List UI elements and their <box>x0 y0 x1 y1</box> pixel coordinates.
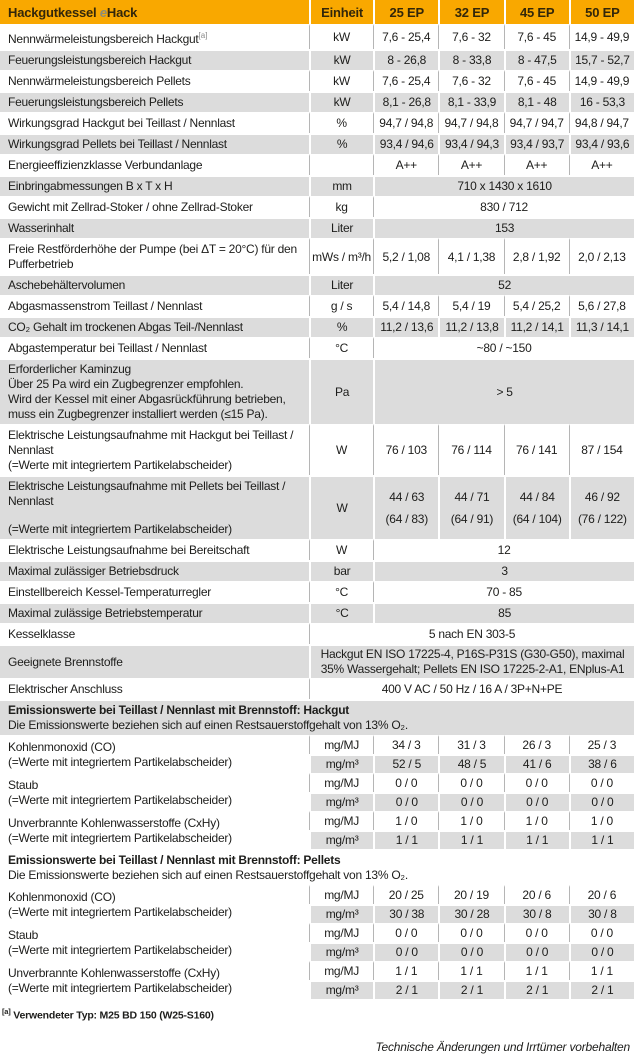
value-line: (64 / 104) <box>512 511 562 526</box>
row-label-line1: Kohlenmonoxid (CO) <box>8 740 116 754</box>
row-label <box>0 217 309 238</box>
emission-row <box>0 811 634 830</box>
row-label <box>0 196 309 217</box>
value-cell: 2,8 / 1,92 <box>504 238 569 274</box>
row-label <box>0 49 309 70</box>
value-cell: 0 / 0 <box>373 942 438 961</box>
row-label-text: Nennwärmeleistungsbereich Pellets <box>8 74 191 88</box>
value-cell: 1 / 1 <box>504 830 569 849</box>
value-cell: 4,1 / 1,38 <box>438 238 503 274</box>
value-cell: 1 / 1 <box>373 961 438 980</box>
row-label <box>0 295 309 316</box>
unit-cell: kW <box>309 91 373 112</box>
value-cell: A++ <box>504 154 569 175</box>
row-label-text: Geeignete Brennstoffe <box>8 654 123 669</box>
spec-row <box>0 581 634 602</box>
row-label <box>0 154 309 175</box>
row-label <box>0 602 309 623</box>
value-cell: 11,2 / 13,6 <box>373 316 438 337</box>
value-cell: 76 / 141 <box>504 424 569 475</box>
unit-cell: W <box>309 424 373 475</box>
row-label-text: Maximal zulässiger Betriebsdruck <box>8 564 179 578</box>
value-cell: 8 - 26,8 <box>373 49 438 70</box>
value-cell: 0 / 0 <box>373 773 438 792</box>
row-label-line2: (=Werte mit integriertem Partikelabscheider) <box>8 522 232 536</box>
row-label-text: Elektrische Leistungsaufnahme mit Pellets bei Teillast / Nennlast <box>8 479 286 508</box>
value-cell: 11,2 / 14,1 <box>504 316 569 337</box>
emissions-section-cell <box>0 699 634 735</box>
unit-cell: mg/MJ <box>309 961 373 980</box>
value-cell: 0 / 0 <box>569 923 634 942</box>
unit-cell: °C <box>309 337 373 358</box>
value-cell: 7,6 - 25,4 <box>373 24 438 49</box>
value-cell: 93,4 / 94,6 <box>373 133 438 154</box>
spec-row <box>0 175 634 196</box>
value-cell: 7,6 - 25,4 <box>373 70 438 91</box>
table-body <box>0 24 634 999</box>
spec-row <box>0 678 634 699</box>
spec-row <box>0 337 634 358</box>
value-cell: 5,4 / 14,8 <box>373 295 438 316</box>
row-label-line: Erforderlicher Kaminzug <box>8 362 131 376</box>
value-cell: 1 / 1 <box>438 961 503 980</box>
title-accent-e: e <box>99 4 107 20</box>
unit-cell <box>309 154 373 175</box>
value-cell: 30 / 8 <box>504 904 569 923</box>
spec-row <box>0 295 634 316</box>
footnote-marker-ref: [a] <box>198 31 208 40</box>
value-cell: 15,7 - 52,7 <box>569 49 634 70</box>
merged-value-cell: 5 nach EN 303-5 <box>309 623 634 644</box>
value-cell: 14,9 - 49,9 <box>569 70 634 91</box>
value-cell: A++ <box>438 154 503 175</box>
row-label <box>0 175 309 196</box>
spec-row <box>0 24 634 49</box>
emission-row <box>0 773 634 792</box>
unit-cell: °C <box>309 581 373 602</box>
unit-cell: mg/MJ <box>309 735 373 754</box>
value-cell: A++ <box>373 154 438 175</box>
row-label-line: Über 25 Pa wird ein Zugbegrenzer empfohlen. <box>8 377 244 391</box>
value-cell <box>438 475 503 539</box>
row-label <box>0 91 309 112</box>
row-label-text: Aschebehältervolumen <box>8 278 126 292</box>
value-line: 44 / 84 <box>519 489 555 504</box>
spec-row <box>0 475 634 539</box>
unit-cell: mg/m³ <box>309 904 373 923</box>
row-label <box>0 337 309 358</box>
value-cell: 0 / 0 <box>373 792 438 811</box>
table-header-row <box>0 0 634 24</box>
spec-row <box>0 238 634 274</box>
value-line: (64 / 91) <box>450 511 494 526</box>
unit-cell: Liter <box>309 274 373 295</box>
section-title: Emissionswerte bei Teillast / Nennlast mit Brennstoff: Hackgut <box>8 703 350 717</box>
column-header-45ep: 45 EP <box>504 0 569 24</box>
unit-cell: bar <box>309 560 373 581</box>
value-cell: 8 - 47,5 <box>504 49 569 70</box>
row-label <box>0 274 309 295</box>
value-cell: 20 / 6 <box>504 885 569 904</box>
value-cell: 76 / 103 <box>373 424 438 475</box>
value-cell: 94,8 / 94,7 <box>569 112 634 133</box>
spec-row <box>0 623 634 644</box>
merged-value-cell: 85 <box>373 602 634 623</box>
unit-cell: Liter <box>309 217 373 238</box>
value-cell: 1 / 1 <box>373 830 438 849</box>
spec-row <box>0 196 634 217</box>
row-label-text: Feuerungsleistungsbereich Hackgut <box>8 53 192 67</box>
value-cell: 0 / 0 <box>438 942 503 961</box>
merged-value-cell: > 5 <box>373 358 634 424</box>
value-cell: 11,2 / 13,8 <box>438 316 503 337</box>
title-main: Hackgutkessel <box>8 4 97 20</box>
value-line: 46 / 92 <box>584 489 620 504</box>
section-subtitle: Die Emissionswerte beziehen sich auf einen Restsauerstoffgehalt von 13% O₂. <box>8 868 408 882</box>
value-cell: 20 / 6 <box>569 885 634 904</box>
title-accent-hack: Hack <box>106 4 138 20</box>
unit-cell: mm <box>309 175 373 196</box>
value-cell: 0 / 0 <box>504 923 569 942</box>
value-cell: 30 / 28 <box>438 904 503 923</box>
row-label <box>0 735 309 773</box>
unit-cell: % <box>309 112 373 133</box>
value-cell: 0 / 0 <box>438 792 503 811</box>
row-label <box>0 316 309 337</box>
value-cell: 5,4 / 19 <box>438 295 503 316</box>
unit-cell: % <box>309 133 373 154</box>
unit-cell: mg/MJ <box>309 811 373 830</box>
row-label-line1: Unverbrannte Kohlenwasserstoffe (CxHy) <box>8 816 220 830</box>
value-cell: 20 / 19 <box>438 885 503 904</box>
emission-row <box>0 735 634 754</box>
emissions-section-row <box>0 849 634 885</box>
merged-value-cell: ~80 / ~150 <box>373 337 634 358</box>
value-cell: 0 / 0 <box>569 942 634 961</box>
row-label-text: Kesselklasse <box>8 627 76 641</box>
row-label <box>0 678 309 699</box>
value-cell: 0 / 0 <box>504 942 569 961</box>
value-cell: 30 / 38 <box>373 904 438 923</box>
row-label-line2: (=Werte mit integriertem Partikelabscheider) <box>8 981 232 995</box>
value-cell: 1 / 1 <box>438 830 503 849</box>
value-cell: 94,7 / 94,8 <box>373 112 438 133</box>
row-label-text: Gewicht mit Zellrad-Stoker / ohne Zellrad-Stoker <box>8 200 253 214</box>
row-label <box>0 644 309 678</box>
column-header-25ep: 25 EP <box>373 0 438 24</box>
value-cell: 1 / 0 <box>569 811 634 830</box>
value-cell: 7,6 - 32 <box>438 24 503 49</box>
value-cell: 11,3 / 14,1 <box>569 316 634 337</box>
unit-cell: kg <box>309 196 373 217</box>
unit-cell: mg/m³ <box>309 942 373 961</box>
row-label-line2: (=Werte mit integriertem Partikelabscheider) <box>8 831 232 845</box>
merged-value-cell: 3 <box>373 560 634 581</box>
value-line: (76 / 122) <box>577 511 627 526</box>
spec-row <box>0 358 634 424</box>
row-label-text: Elektrische Leistungsaufnahme mit Hackgut bei Teillast / Nennlast <box>8 428 294 457</box>
spec-row <box>0 112 634 133</box>
row-label <box>0 475 309 539</box>
disclaimer-note: Technische Änderungen und Irrtümer vorbehalten <box>375 1039 630 1054</box>
row-label <box>0 238 309 274</box>
value-cell: 2,0 / 2,13 <box>569 238 634 274</box>
row-label <box>0 923 309 961</box>
spec-row <box>0 602 634 623</box>
value-line: (64 / 83) <box>385 511 428 526</box>
value-cell: 2 / 1 <box>569 980 634 999</box>
value-cell: 93,4 / 93,6 <box>569 133 634 154</box>
emissions-section-cell <box>0 849 634 885</box>
value-cell: 1 / 1 <box>569 961 634 980</box>
value-cell: A++ <box>569 154 634 175</box>
value-cell: 20 / 25 <box>373 885 438 904</box>
value-cell: 38 / 6 <box>569 754 634 773</box>
row-label <box>0 112 309 133</box>
row-label <box>0 885 309 923</box>
value-cell: 34 / 3 <box>373 735 438 754</box>
merged-value-cell: 830 / 712 <box>373 196 634 217</box>
unit-cell: kW <box>309 24 373 49</box>
unit-cell: % <box>309 316 373 337</box>
row-label-text: Wirkungsgrad Hackgut bei Teillast / Nennlast <box>8 116 235 130</box>
row-label-text: Abgastemperatur bei Teillast / Nennlast <box>8 341 207 355</box>
value-cell: 5,6 / 27,8 <box>569 295 634 316</box>
row-label-text: Abgasmassenstrom Teillast / Nennlast <box>8 299 203 313</box>
unit-cell: mg/m³ <box>309 754 373 773</box>
spec-row <box>0 644 634 678</box>
unit-cell: kW <box>309 49 373 70</box>
row-label <box>0 773 309 811</box>
value-cell: 7,6 - 45 <box>504 24 569 49</box>
value-cell: 30 / 8 <box>569 904 634 923</box>
row-label-line: Wird der Kessel mit einer Abgasrückführung betrieben, muss ein Zugbegrenzer installiert werden (≤15 Pa). <box>8 392 286 421</box>
row-label <box>0 811 309 849</box>
spec-row <box>0 217 634 238</box>
emission-row <box>0 885 634 904</box>
value-cell: 0 / 0 <box>569 792 634 811</box>
value-cell: 0 / 0 <box>373 923 438 942</box>
value-cell: 16 - 53,3 <box>569 91 634 112</box>
row-label <box>0 24 309 49</box>
unit-cell: kW <box>309 70 373 91</box>
value-cell: 48 / 5 <box>438 754 503 773</box>
value-cell: 7,6 - 45 <box>504 70 569 91</box>
row-label-text: Wasserinhalt <box>8 221 74 235</box>
unit-cell: W <box>309 475 373 539</box>
value-line: 44 / 71 <box>454 489 490 504</box>
spec-row <box>0 274 634 295</box>
row-label-line1: Staub <box>8 778 39 792</box>
page-title <box>0 0 309 24</box>
column-header-einheit: Einheit <box>309 0 373 24</box>
row-label-text: Einbringabmessungen B x T x H <box>8 179 173 193</box>
footnote <box>2 1007 634 1022</box>
value-cell: 93,4 / 93,7 <box>504 133 569 154</box>
unit-cell: °C <box>309 602 373 623</box>
row-label-text: Einstellbereich Kessel-Temperaturregler <box>8 585 212 599</box>
merged-value-cell: 400 V AC / 50 Hz / 16 A / 3P+N+PE <box>309 678 634 699</box>
unit-cell: mg/m³ <box>309 980 373 999</box>
merged-value-cell: 12 <box>373 539 634 560</box>
section-subtitle: Die Emissionswerte beziehen sich auf einen Restsauerstoffgehalt von 13% O₂. <box>8 718 408 732</box>
value-cell: 7,6 - 32 <box>438 70 503 91</box>
value-cell: 87 / 154 <box>569 424 634 475</box>
value-cell: 8 - 33,8 <box>438 49 503 70</box>
value-cell <box>504 475 569 539</box>
value-cell: 31 / 3 <box>438 735 503 754</box>
value-cell: 14,9 - 49,9 <box>569 24 634 49</box>
value-cell: 8,1 - 26,8 <box>373 91 438 112</box>
row-label-text: CO₂ Gehalt im trockenen Abgas Teil-/Nennlast <box>8 320 243 334</box>
column-header-32ep: 32 EP <box>438 0 503 24</box>
value-cell: 76 / 114 <box>438 424 503 475</box>
merged-value-cell: 52 <box>373 274 634 295</box>
row-label <box>0 133 309 154</box>
row-label-line2: (=Werte mit integriertem Partikelabscheider) <box>8 793 232 807</box>
spec-row <box>0 133 634 154</box>
value-cell: 0 / 0 <box>569 773 634 792</box>
footnote-text: Verwendeter Typ: M25 BD 150 (W25-S160) <box>13 1009 214 1022</box>
row-label-text: Maximal zulässige Betriebstemperatur <box>8 606 203 620</box>
value-cell: 41 / 6 <box>504 754 569 773</box>
row-label-line1: Kohlenmonoxid (CO) <box>8 890 116 904</box>
value-cell <box>569 475 634 539</box>
row-label-text: Freie Restförderhöhe der Pumpe (bei ΔT = 20°C) für den Pufferbetrieb <box>8 242 297 271</box>
row-label-line1: Unverbrannte Kohlenwasserstoffe (CxHy) <box>8 966 220 980</box>
value-cell: 1 / 0 <box>504 811 569 830</box>
merged-value-cell: Hackgut EN ISO 17225-4, P16S-P31S (G30-G50), maximal 35% Wassergehalt; Pellets EN ISO 17225-2-A1, ENplus-A1 <box>309 644 634 678</box>
value-cell: 52 / 5 <box>373 754 438 773</box>
value-cell: 8,1 - 33,9 <box>438 91 503 112</box>
spec-row <box>0 70 634 91</box>
value-cell: 0 / 0 <box>504 773 569 792</box>
row-label-line1: Staub <box>8 928 39 942</box>
unit-cell: mg/MJ <box>309 885 373 904</box>
value-cell: 94,7 / 94,8 <box>438 112 503 133</box>
row-label <box>0 70 309 91</box>
value-cell: 1 / 0 <box>373 811 438 830</box>
spec-row <box>0 560 634 581</box>
value-line: 44 / 63 <box>389 489 425 504</box>
footnote-marker: [a] <box>2 1007 11 1016</box>
value-cell: 2 / 1 <box>373 980 438 999</box>
column-header-50ep: 50 EP <box>569 0 634 24</box>
value-cell: 93,4 / 94,3 <box>438 133 503 154</box>
value-cell: 0 / 0 <box>438 773 503 792</box>
row-label-text: Elektrische Leistungsaufnahme bei Bereitschaft <box>8 543 250 557</box>
row-label <box>0 560 309 581</box>
spec-row <box>0 49 634 70</box>
merged-value-cell: 153 <box>373 217 634 238</box>
value-cell: 2 / 1 <box>504 980 569 999</box>
value-cell: 26 / 3 <box>504 735 569 754</box>
unit-cell: Pa <box>309 358 373 424</box>
row-label <box>0 424 309 475</box>
merged-value-cell: 70 - 85 <box>373 581 634 602</box>
emission-row <box>0 961 634 980</box>
row-label-line2: (=Werte mit integriertem Partikelabscheider) <box>8 755 232 769</box>
spec-row <box>0 539 634 560</box>
emissions-section-row <box>0 699 634 735</box>
row-label-text: Energieeffizienzklasse Verbundanlage <box>8 158 203 172</box>
value-cell: 5,4 / 25,2 <box>504 295 569 316</box>
value-cell: 1 / 1 <box>504 961 569 980</box>
row-label-line2: (=Werte mit integriertem Partikelabscheider) <box>8 458 232 472</box>
value-cell: 5,2 / 1,08 <box>373 238 438 274</box>
row-label <box>0 539 309 560</box>
value-cell: 8,1 - 48 <box>504 91 569 112</box>
row-label-text: Feuerungsleistungsbereich Pellets <box>8 95 184 109</box>
spec-row <box>0 424 634 475</box>
value-cell: 1 / 1 <box>569 830 634 849</box>
value-cell: 0 / 0 <box>438 923 503 942</box>
unit-cell: mWs / m³/h <box>309 238 373 274</box>
row-label-text: Elektrischer Anschluss <box>8 682 123 696</box>
section-title: Emissionswerte bei Teillast / Nennlast mit Brennstoff: Pellets <box>8 853 341 867</box>
row-label-text: Wirkungsgrad Pellets bei Teillast / Nennlast <box>8 137 227 151</box>
merged-value-cell: 710 x 1430 x 1610 <box>373 175 634 196</box>
unit-cell: mg/MJ <box>309 923 373 942</box>
spec-row <box>0 91 634 112</box>
spec-row <box>0 316 634 337</box>
row-label-line2: (=Werte mit integriertem Partikelabscheider) <box>8 943 232 957</box>
unit-cell: mg/MJ <box>309 773 373 792</box>
row-label <box>0 623 309 644</box>
unit-cell: mg/m³ <box>309 830 373 849</box>
row-label-text: Nennwärmeleistungsbereich Hackgut[a] <box>8 31 208 46</box>
value-cell: 1 / 0 <box>438 811 503 830</box>
value-cell: 2 / 1 <box>438 980 503 999</box>
row-label <box>0 961 309 999</box>
row-label <box>0 358 309 424</box>
value-cell: 0 / 0 <box>504 792 569 811</box>
row-label-line2: (=Werte mit integriertem Partikelabscheider) <box>8 905 232 919</box>
unit-cell: W <box>309 539 373 560</box>
spec-row <box>0 154 634 175</box>
unit-cell: g / s <box>309 295 373 316</box>
value-cell: 94,7 / 94,7 <box>504 112 569 133</box>
value-cell <box>373 475 438 539</box>
unit-cell: mg/m³ <box>309 792 373 811</box>
emission-row <box>0 923 634 942</box>
value-cell: 25 / 3 <box>569 735 634 754</box>
row-label <box>0 581 309 602</box>
